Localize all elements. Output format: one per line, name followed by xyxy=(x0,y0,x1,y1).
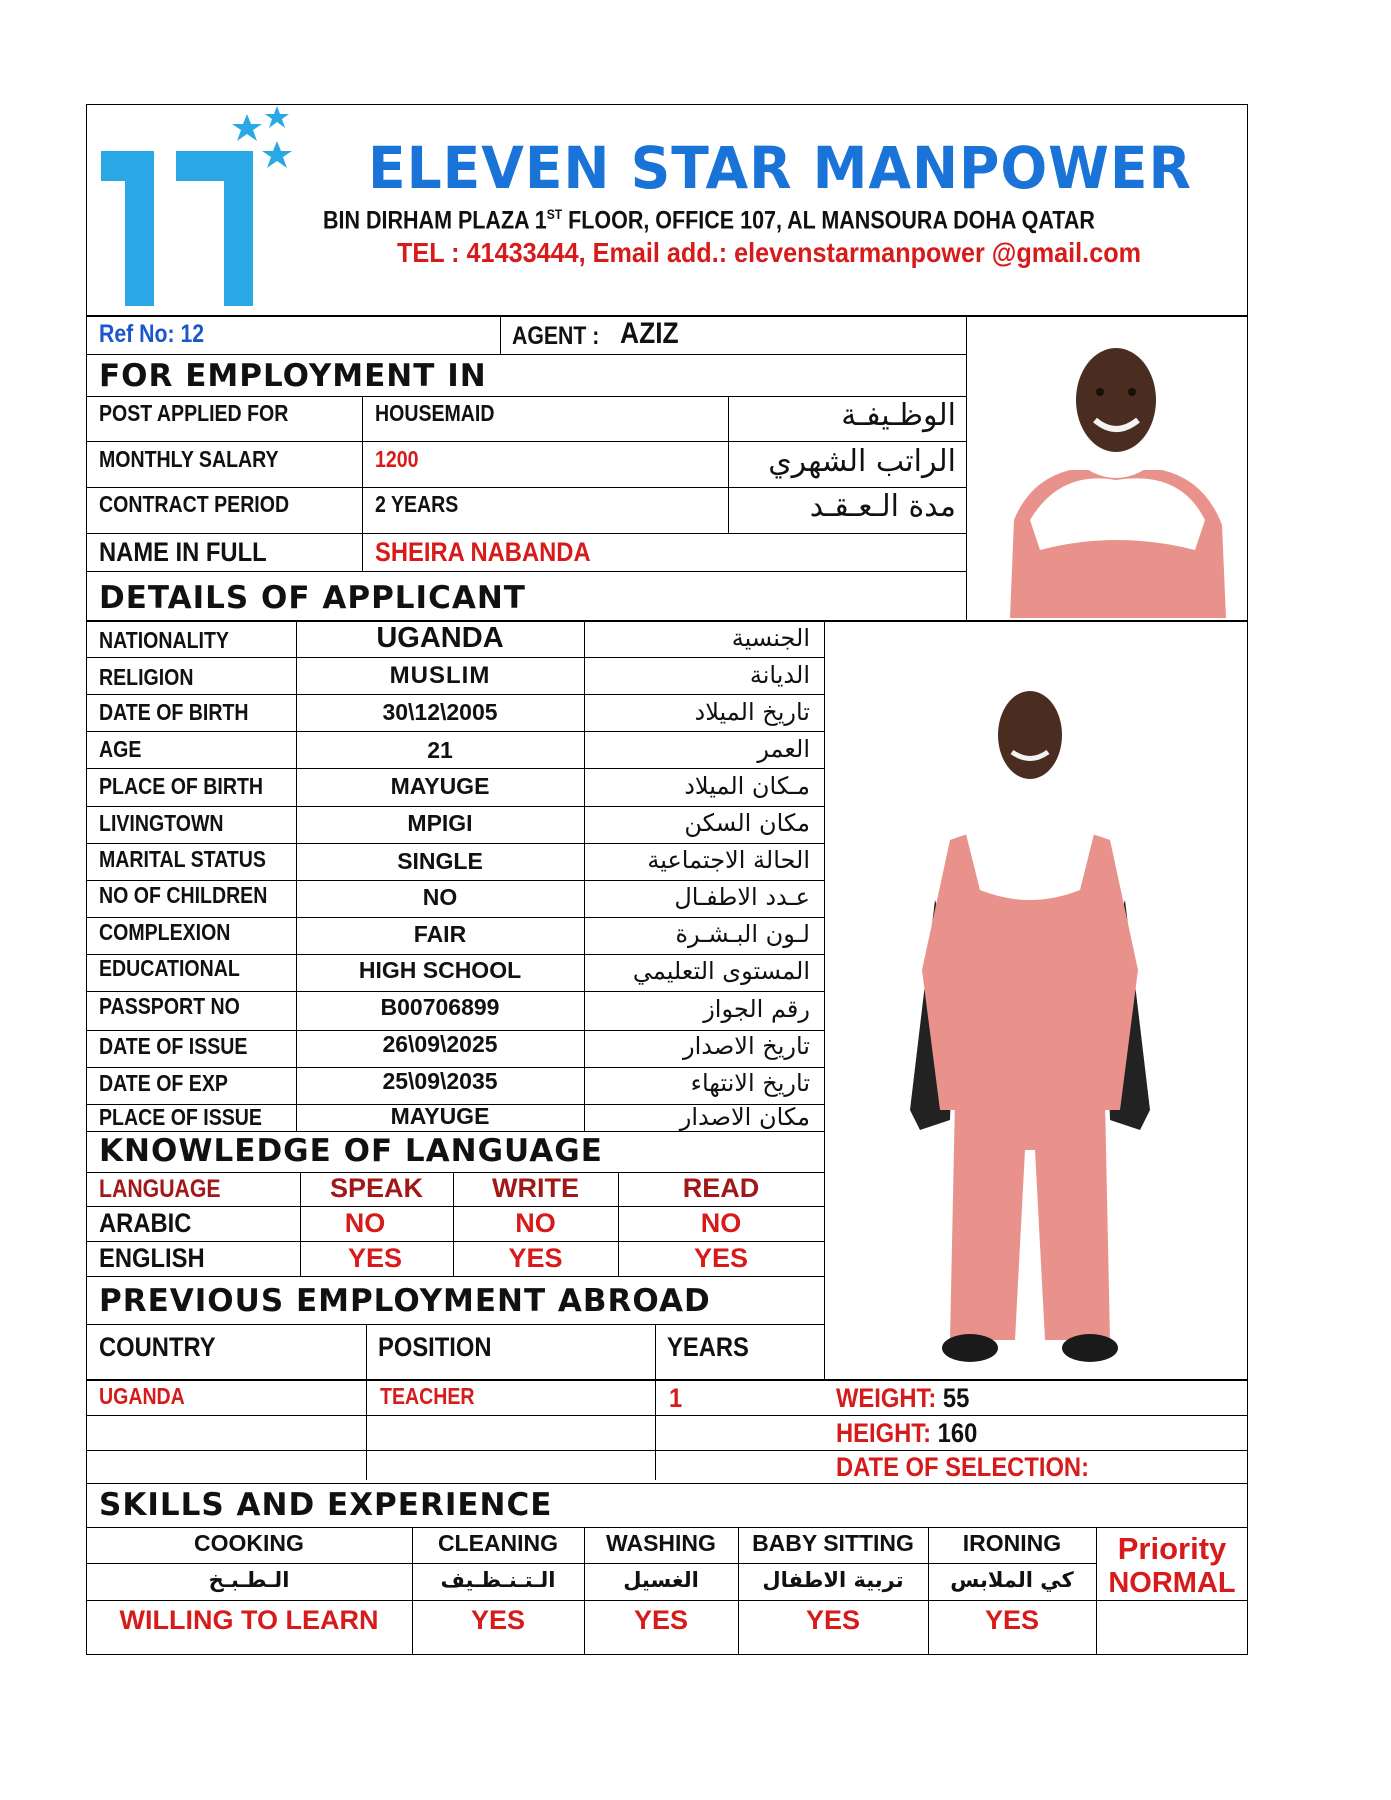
livingtown-arabic: مكان السكن xyxy=(684,809,810,837)
complexion-value: FAIR xyxy=(413,921,467,947)
livingtown-value: MPIGI xyxy=(407,810,473,836)
language-header-write: WRITE xyxy=(492,1173,579,1203)
language-header-language: LANGUAGE xyxy=(99,1175,221,1203)
previous-header-country: COUNTRY xyxy=(99,1332,216,1362)
children-arabic: عـدد الاطفـال xyxy=(674,883,810,911)
skill-washing-value: YES xyxy=(633,1605,689,1635)
post-applied-arabic: الوظـيفـة xyxy=(841,398,956,433)
previous-header-years: YEARS xyxy=(667,1332,749,1362)
salary-label: MONTHLY SALARY xyxy=(99,446,279,472)
education-label: EDUCATIONAL xyxy=(99,955,240,981)
livingtown-label: LIVINGTOWN xyxy=(99,810,224,836)
skill-cooking-label: COOKING xyxy=(194,1530,304,1556)
marital-status-value: SINGLE xyxy=(397,848,483,874)
arabic-write-value: NO xyxy=(515,1208,556,1238)
height-label: HEIGHT: xyxy=(836,1418,932,1448)
photo-divider xyxy=(966,316,967,621)
date-of-exp-label: DATE OF EXP xyxy=(99,1070,228,1096)
agent-label: AGENT : xyxy=(512,322,600,350)
passport-label: PASSPORT NO xyxy=(99,993,240,1019)
address-prefix: BIN DIRHAM PLAZA 1 xyxy=(323,206,547,235)
place-of-birth-label: PLACE OF BIRTH xyxy=(99,773,264,799)
priority-value: NORMAL xyxy=(1108,1567,1236,1599)
passport-value: B00706899 xyxy=(380,994,500,1020)
contract-arabic: مدة الـعـقـد xyxy=(809,489,956,524)
skill-cooking-value: WILLING TO LEARN xyxy=(119,1605,379,1635)
company-contact: TEL : 41433444, Email add.: elevenstarmanpower @gmail.com xyxy=(397,237,1142,268)
salary-value: 1200 xyxy=(375,446,419,472)
language-title: KNOWLEDGE OF LANGUAGE xyxy=(99,1133,603,1169)
dob-arabic: تاريخ الميلاد xyxy=(694,698,810,726)
dob-value: 30\12\2005 xyxy=(382,699,498,725)
date-of-exp-value: 25\09\2035 xyxy=(382,1068,498,1094)
date-of-issue-label: DATE OF ISSUE xyxy=(99,1033,248,1059)
skill-babysitting-value: YES xyxy=(805,1605,861,1635)
religion-arabic: الديانة xyxy=(749,661,810,689)
passport-arabic: رقم الجواز xyxy=(703,995,810,1023)
complexion-arabic: لـون البـشـرة xyxy=(675,920,810,948)
skill-ironing-label: IRONING xyxy=(962,1530,1062,1556)
education-value: HIGH SCHOOL xyxy=(358,957,522,983)
applicant-fullbody-photo xyxy=(880,640,1180,1375)
place-of-issue-arabic: مكان الاصدار xyxy=(679,1103,810,1131)
skill-cleaning-arabic: الـتـنـظـيف xyxy=(440,1568,556,1592)
arabic-read-value: NO xyxy=(700,1208,742,1238)
contract-value: 2 YEARS xyxy=(375,491,459,517)
name-value: SHEIRA NABANDA xyxy=(375,537,591,567)
post-applied-label: POST APPLIED FOR xyxy=(99,400,289,426)
marital-status-arabic: الحالة الاجتماعية xyxy=(647,846,810,874)
weight-label: WEIGHT: xyxy=(836,1383,937,1413)
height-row xyxy=(836,1418,977,1449)
skill-babysitting-label: BABY SITTING xyxy=(752,1530,914,1556)
children-value: NO xyxy=(422,884,458,910)
company-name: ELEVEN STAR MANPOWER xyxy=(368,134,1192,202)
language-header-speak: SPEAK xyxy=(329,1173,424,1203)
address-sup: ST xyxy=(546,206,563,222)
skill-ironing-value: YES xyxy=(984,1605,1040,1635)
name-label: NAME IN FULL xyxy=(99,537,267,567)
previous-country-1: UGANDA xyxy=(99,1383,185,1409)
place-of-issue-value: MAYUGE xyxy=(390,1103,490,1129)
agent-value: AZIZ xyxy=(620,317,679,350)
english-write-value: YES xyxy=(508,1243,563,1273)
salary-arabic: الراتب الشهري xyxy=(768,444,956,479)
place-of-birth-arabic: مـكان الميلاد xyxy=(684,772,810,800)
company-logo xyxy=(96,106,296,312)
skill-cooking-arabic: الـطـبـخ xyxy=(208,1568,290,1592)
skill-babysitting-arabic: تربية الاطفال xyxy=(762,1568,904,1592)
nationality-value: UGANDA xyxy=(376,622,504,654)
skill-cleaning-value: YES xyxy=(470,1605,526,1635)
english-read-value: YES xyxy=(693,1243,749,1273)
skill-ironing-arabic: كي الملابس xyxy=(950,1568,1074,1592)
place-of-birth-value: MAYUGE xyxy=(390,773,490,799)
education-arabic: المستوى التعليمي xyxy=(632,957,810,985)
age-arabic: العمر xyxy=(757,735,810,763)
skill-cleaning-label: CLEANING xyxy=(437,1530,559,1556)
date-of-issue-arabic: تاريخ الاصدار xyxy=(683,1032,810,1060)
details-title: DETAILS OF APPLICANT xyxy=(99,580,526,616)
previous-position-1: TEACHER xyxy=(380,1383,475,1409)
previous-employment-title: PREVIOUS EMPLOYMENT ABROAD xyxy=(99,1283,711,1319)
address-suffix: FLOOR, OFFICE 107, AL MANSOURA DOHA QATAR xyxy=(562,206,1095,235)
skills-title: SKILLS AND EXPERIENCE xyxy=(99,1487,553,1523)
date-of-issue-value: 26\09\2025 xyxy=(382,1031,498,1057)
english-speak-value: YES xyxy=(347,1243,403,1273)
weight-value: 55 xyxy=(942,1383,970,1413)
date-of-selection-label: DATE OF SELECTION: xyxy=(836,1452,1089,1482)
post-applied-value: HOUSEMAID xyxy=(375,400,495,426)
date-of-exp-arabic: تاريخ الانتهاء xyxy=(690,1069,810,1097)
age-value: 21 xyxy=(427,737,453,763)
ref-number: Ref No: 12 xyxy=(99,320,205,348)
nationality-arabic: الجنسية xyxy=(731,624,810,652)
arabic-speak-value: NO xyxy=(344,1208,386,1238)
company-address xyxy=(323,206,1095,235)
age-label: AGE xyxy=(99,736,142,762)
previous-header-position: POSITION xyxy=(378,1332,492,1362)
weight-row xyxy=(836,1383,969,1414)
language-english-label: ENGLISH xyxy=(99,1243,205,1273)
skill-washing-arabic: الغسيل xyxy=(623,1568,699,1592)
language-arabic-label: ARABIC xyxy=(99,1208,192,1238)
complexion-label: COMPLEXION xyxy=(99,919,231,945)
skill-washing-label: WASHING xyxy=(606,1530,716,1556)
religion-label: RELIGION xyxy=(99,664,194,690)
children-label: NO OF CHILDREN xyxy=(99,882,268,908)
height-value: 160 xyxy=(937,1418,978,1448)
previous-years-1: 1 xyxy=(669,1383,683,1413)
nationality-label: NATIONALITY xyxy=(99,627,229,653)
religion-value: MUSLIM xyxy=(389,662,491,689)
priority-label: Priority xyxy=(1117,1531,1227,1566)
dob-label: DATE OF BIRTH xyxy=(99,699,249,725)
language-header-read: READ xyxy=(682,1173,760,1203)
applicant-headshot-photo xyxy=(1000,320,1232,618)
employment-title: FOR EMPLOYMENT IN xyxy=(99,358,487,394)
place-of-issue-label: PLACE OF ISSUE xyxy=(99,1104,262,1130)
contract-label: CONTRACT PERIOD xyxy=(99,491,290,517)
marital-status-label: MARITAL STATUS xyxy=(99,846,266,872)
